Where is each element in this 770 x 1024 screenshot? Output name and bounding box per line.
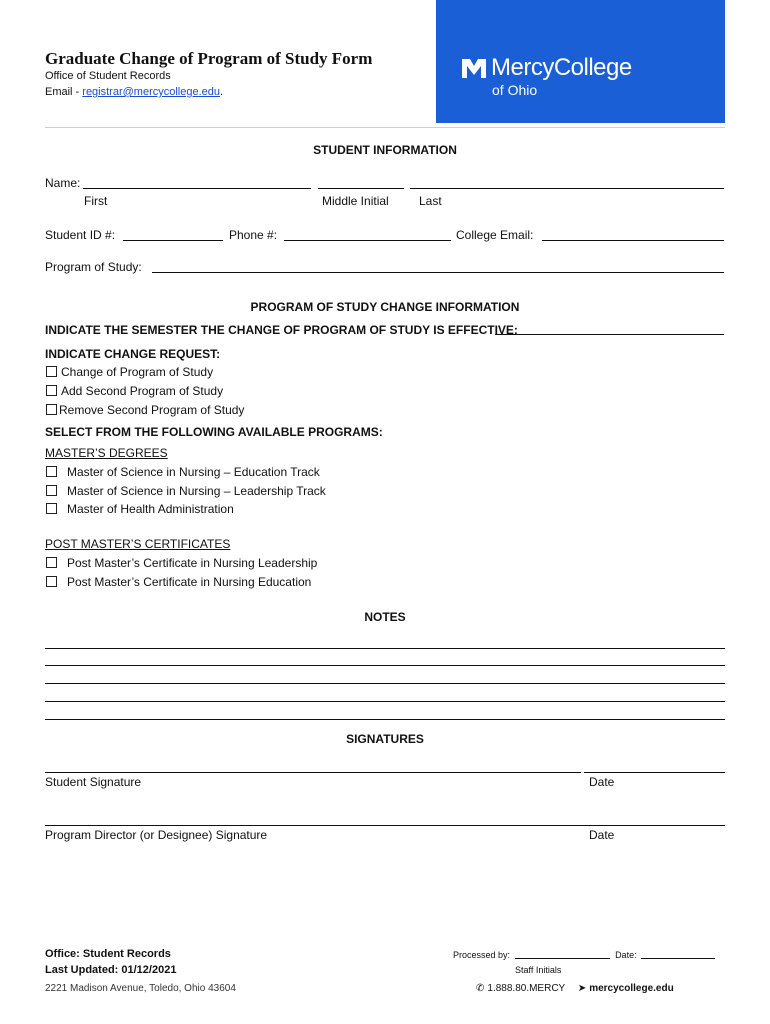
masters-heading: MASTER’S DEGREES xyxy=(45,446,168,460)
request-label: Add Second Program of Study xyxy=(61,384,224,398)
checkbox[interactable] xyxy=(46,385,57,396)
program-field[interactable] xyxy=(152,272,724,273)
masters-option[interactable] xyxy=(46,484,326,498)
footer-phone: 1.888.80.MERCY xyxy=(487,983,566,994)
footer-website[interactable]: mercycollege.edu xyxy=(589,983,674,994)
director-signature-label: Program Director (or Designee) Signature xyxy=(45,828,268,842)
student-info-heading: STUDENT INFORMATION xyxy=(313,143,457,157)
college-email-field[interactable] xyxy=(542,240,724,241)
cursor-icon: ➤ xyxy=(577,983,587,994)
processed-date-field[interactable] xyxy=(641,958,715,959)
last-name-field[interactable] xyxy=(410,188,724,189)
header-divider xyxy=(45,127,725,128)
notes-heading: NOTES xyxy=(364,610,406,624)
checkbox[interactable] xyxy=(46,557,57,568)
request-label: Remove Second Program of Study xyxy=(59,403,245,417)
footer-address: 2221 Madison Avenue, Toledo, Ohio 43604 xyxy=(45,983,236,994)
first-name-field[interactable] xyxy=(83,188,311,189)
logo-name: MercyCollege xyxy=(491,54,632,81)
name-label: Name: xyxy=(45,176,81,190)
last-label: Last xyxy=(419,194,442,208)
cert-label: Post Master’s Certificate in Nursing Education xyxy=(67,575,312,589)
notes-line[interactable] xyxy=(45,719,725,720)
signatures-heading: SIGNATURES xyxy=(346,732,424,746)
notes-line[interactable] xyxy=(45,701,725,702)
footer-office: Office: Student Records xyxy=(45,948,171,960)
processed-by-line xyxy=(453,950,715,960)
certs-heading: POST MASTER’S CERTIFICATES xyxy=(45,537,231,551)
checkbox[interactable] xyxy=(46,404,57,415)
checkbox[interactable] xyxy=(46,576,57,587)
cert-option[interactable] xyxy=(46,575,311,589)
director-signature-field[interactable] xyxy=(45,825,725,826)
phone-field[interactable] xyxy=(284,240,451,241)
email-prefix: Email - xyxy=(45,86,83,98)
contact-line xyxy=(476,983,674,994)
cert-option[interactable] xyxy=(46,556,317,570)
date-label-1: Date xyxy=(589,775,615,789)
processed-by-label: Processed by: xyxy=(453,950,511,960)
processed-by-field[interactable] xyxy=(515,958,610,959)
request-label: Change of Program of Study xyxy=(61,365,214,379)
notes-line[interactable] xyxy=(45,648,725,649)
request-option[interactable] xyxy=(46,384,223,398)
student-id-label: Student ID #: xyxy=(45,228,116,242)
checkbox[interactable] xyxy=(46,466,57,477)
student-signature-label: Student Signature xyxy=(45,775,142,789)
phone-icon: ✆ xyxy=(476,983,485,994)
notes-line[interactable] xyxy=(45,683,725,684)
email-suffix: . xyxy=(220,86,224,98)
semester-prompt: INDICATE THE SEMESTER THE CHANGE OF PROGRAM OF STUDY IS EFFECTIVE: xyxy=(45,323,518,337)
first-label: First xyxy=(84,194,108,208)
cert-label: Post Master’s Certificate in Nursing Leadership xyxy=(67,556,318,570)
program-label: Master of Science in Nursing – Leadership Track xyxy=(67,484,326,498)
date-field-1[interactable] xyxy=(584,772,725,773)
office-label: Office of Student Records xyxy=(45,70,171,82)
change-info-heading: PROGRAM OF STUDY CHANGE INFORMATION xyxy=(250,300,520,314)
phone-label: Phone #: xyxy=(229,228,278,242)
checkbox[interactable] xyxy=(46,366,57,377)
checkbox[interactable] xyxy=(46,503,57,514)
email-link[interactable]: registrar@mercycollege.edu xyxy=(82,86,221,98)
masters-option[interactable] xyxy=(46,465,320,479)
program-label: Master of Health Administration xyxy=(67,502,234,516)
notes-line[interactable] xyxy=(45,665,725,666)
footer-updated: Last Updated: 01/12/2021 xyxy=(45,964,177,976)
date-label-2: Date xyxy=(589,828,615,842)
logo-sub: of Ohio xyxy=(492,82,538,98)
semester-field[interactable] xyxy=(495,334,724,335)
program-label: Master of Science in Nursing – Education Track xyxy=(67,465,320,479)
programs-heading: SELECT FROM THE FOLLOWING AVAILABLE PROGRAMS: xyxy=(45,425,383,439)
college-logo xyxy=(436,0,725,123)
request-heading: INDICATE CHANGE REQUEST: xyxy=(45,347,221,361)
processed-date-label: Date: xyxy=(615,950,637,960)
email-line xyxy=(45,86,223,98)
middle-initial-label: Middle Initial xyxy=(322,194,389,208)
request-option[interactable] xyxy=(46,365,213,379)
request-option[interactable] xyxy=(46,403,244,417)
masters-option[interactable] xyxy=(46,502,234,516)
checkbox[interactable] xyxy=(46,485,57,496)
student-signature-field[interactable] xyxy=(45,772,581,773)
program-label: Program of Study: xyxy=(45,260,142,274)
college-email-label: College Email: xyxy=(456,228,534,242)
form-title: Graduate Change of Program of Study Form xyxy=(45,49,373,68)
staff-initials-label: Staff Initials xyxy=(515,965,562,975)
middle-initial-field[interactable] xyxy=(318,188,404,189)
logo-icon xyxy=(461,57,487,79)
student-id-field[interactable] xyxy=(123,240,223,241)
